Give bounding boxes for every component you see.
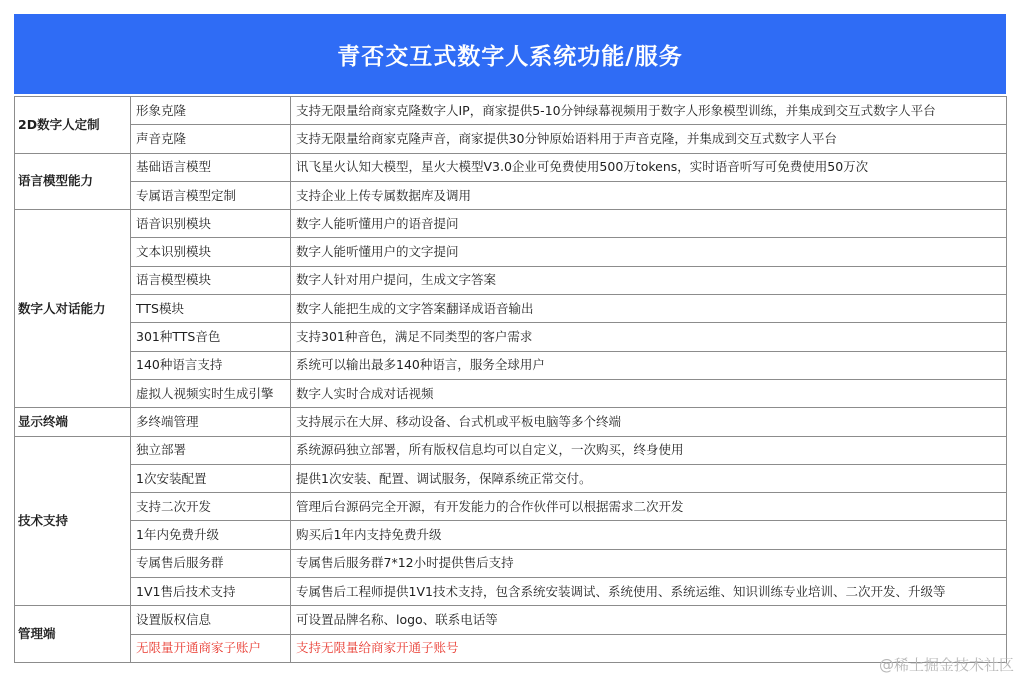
table-row [15, 295, 1007, 323]
table-row [15, 634, 1007, 662]
description-cell: 支持无限量给商家克隆数字人IP，商家提供5-10分钟绿幕视频用于数字人形象模型训练，并集成到交互式数字人平台 [291, 97, 1007, 125]
table-row [15, 323, 1007, 351]
description-cell: 支持无限量给商家克隆声音，商家提供30分钟原始语料用于声音克隆，并集成到交互式数字人平台 [291, 125, 1007, 153]
table-row [15, 606, 1007, 634]
description-cell: 数字人能把生成的文字答案翻译成语音输出 [291, 295, 1007, 323]
feature-cell: 独立部署 [131, 436, 291, 464]
description-cell: 数字人针对用户提问，生成文字答案 [291, 266, 1007, 294]
table-row [15, 549, 1007, 577]
page-title: 青否交互式数字人系统功能/服务 [337, 43, 683, 70]
description-cell: 可设置品牌名称、logo、联系电话等 [291, 606, 1007, 634]
feature-cell: 语言模型模块 [131, 266, 291, 294]
description-cell: 系统源码独立部署，所有版权信息均可以自定义，一次购买，终身使用 [291, 436, 1007, 464]
feature-cell: 虚拟人视频实时生成引擎 [131, 379, 291, 407]
table-row [15, 97, 1007, 125]
table-row [15, 351, 1007, 379]
description-cell: 管理后台源码完全开源，有开发能力的合作伙伴可以根据需求二次开发 [291, 493, 1007, 521]
description-cell: 专属售后服务群7*12小时提供售后支持 [291, 549, 1007, 577]
feature-cell: 专属售后服务群 [131, 549, 291, 577]
table-row [15, 493, 1007, 521]
table-row [15, 125, 1007, 153]
table-row [15, 181, 1007, 209]
table-row [15, 266, 1007, 294]
feature-table [14, 96, 1007, 663]
description-cell: 支持无限量给商家开通子账号 [291, 634, 1007, 662]
feature-cell: TTS模块 [131, 295, 291, 323]
feature-cell: 1年内免费升级 [131, 521, 291, 549]
category-cell: 2D数字人定制 [15, 97, 131, 154]
category-cell: 语言模型能力 [15, 153, 131, 210]
feature-cell: 1次安装配置 [131, 464, 291, 492]
watermark: @稀土掘金技术社区 [878, 656, 1014, 674]
category-cell: 显示终端 [15, 408, 131, 436]
category-cell: 数字人对话能力 [15, 210, 131, 408]
feature-cell: 设置版权信息 [131, 606, 291, 634]
description-cell: 数字人实时合成对话视频 [291, 379, 1007, 407]
feature-cell: 基础语言模型 [131, 153, 291, 181]
description-cell: 数字人能听懂用户的文字提问 [291, 238, 1007, 266]
feature-cell: 无限量开通商家子账户 [131, 634, 291, 662]
feature-cell: 语音识别模块 [131, 210, 291, 238]
description-cell: 系统可以输出最多140种语言，服务全球用户 [291, 351, 1007, 379]
description-cell: 购买后1年内支持免费升级 [291, 521, 1007, 549]
table-row [15, 464, 1007, 492]
feature-cell: 多终端管理 [131, 408, 291, 436]
feature-cell: 支持二次开发 [131, 493, 291, 521]
category-cell: 技术支持 [15, 436, 131, 606]
description-cell: 专属售后工程师提供1V1技术支持，包含系统安装调试、系统使用、系统运维、知识训练专业培训、二次开发、升级等 [291, 578, 1007, 606]
feature-cell: 301种TTS音色 [131, 323, 291, 351]
table-row [15, 521, 1007, 549]
category-cell: 管理端 [15, 606, 131, 663]
feature-cell: 1V1售后技术支持 [131, 578, 291, 606]
description-cell: 讯飞星火认知大模型，星火大模型V3.0企业可免费使用500万tokens，实时语音听写可免费使用50万次 [291, 153, 1007, 181]
feature-cell: 专属语言模型定制 [131, 181, 291, 209]
description-cell: 支持展示在大屏、移动设备、台式机或平板电脑等多个终端 [291, 408, 1007, 436]
description-cell: 支持301种音色，满足不同类型的客户需求 [291, 323, 1007, 351]
description-cell: 提供1次安装、配置、调试服务，保障系统正常交付。 [291, 464, 1007, 492]
feature-cell: 140种语言支持 [131, 351, 291, 379]
table-row [15, 436, 1007, 464]
title-banner [14, 14, 1006, 94]
table-row [15, 408, 1007, 436]
feature-cell: 文本识别模块 [131, 238, 291, 266]
table-row [15, 578, 1007, 606]
description-cell: 数字人能听懂用户的语音提问 [291, 210, 1007, 238]
description-cell: 支持企业上传专属数据库及调用 [291, 181, 1007, 209]
table-row [15, 379, 1007, 407]
table-row [15, 153, 1007, 181]
feature-table-body [15, 97, 1007, 663]
feature-cell: 形象克隆 [131, 97, 291, 125]
table-row [15, 238, 1007, 266]
feature-cell: 声音克隆 [131, 125, 291, 153]
table-row [15, 210, 1007, 238]
